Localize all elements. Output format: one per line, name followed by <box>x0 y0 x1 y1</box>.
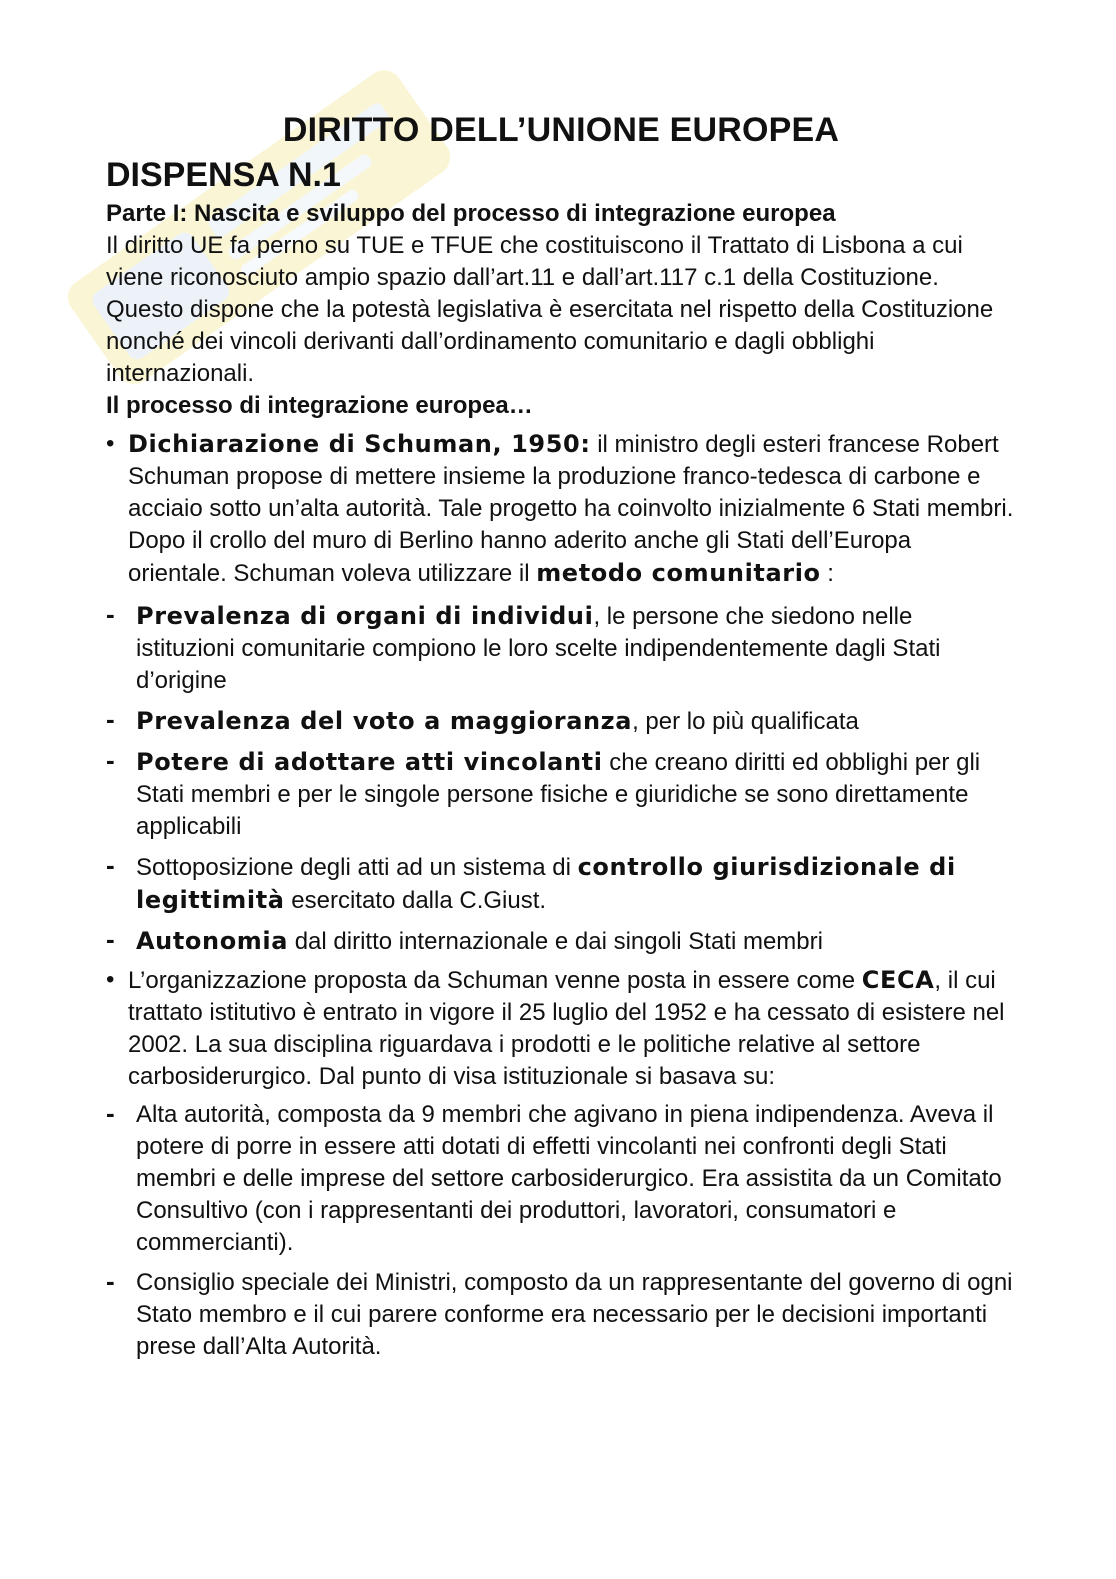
dash-symbol: - <box>106 745 115 775</box>
dash-symbol: - <box>106 1098 115 1128</box>
dash-symbol: - <box>106 704 115 734</box>
bullet-ceca <box>106 964 1016 1093</box>
ceca-pre: L’organizzazione proposta da Schuman venne posta in essere come <box>128 967 862 994</box>
method-item <box>106 746 1016 843</box>
schuman-method: metodo comunitario <box>536 559 821 587</box>
document-page <box>106 108 1016 1363</box>
document-title: DIRITTO DELL’UNIONE EUROPEA <box>282 111 840 149</box>
ceca-item <box>106 1099 1016 1259</box>
method-item-bold: controllo giurisdizionale di legittimità <box>136 853 956 914</box>
method-item-pre: Sottoposizione degli atti ad un sistema di <box>136 854 578 881</box>
method-item-text: dal diritto internazionale e dai singoli Stati membri <box>288 928 823 955</box>
schuman-text: il ministro degli esteri francese Robert Schuman propose di mettere insieme la produzione franco-tedesca di carbone e acciaio sotto un’alta autorità. Tale progetto ha coinvolto inizialmente 6 Stati membri. Dopo il crollo del muro di Berlino hanno aderito anche gli Stati dell’Europa orientale. Schuman voleva utilizzare il <box>128 431 1014 587</box>
method-item-text: esercitato dalla C.Giust. <box>284 887 547 914</box>
ceca-item <box>106 1267 1016 1363</box>
bullet-symbol: • <box>106 430 115 457</box>
ceca-item-text: Consiglio speciale dei Ministri, composto da un rappresentante del governo di ogni Stato membro e il cui parere conforme era necessario per le decisioni importanti prese dall’Alta Autorità. <box>136 1269 1013 1360</box>
ceca-item-text: Alta autorità, composta da 9 membri che agivano in piena indipendenza. Aveva il potere di porre in essere atti dotati di effetti vincolanti nei confronti degli Stati membri e delle imprese del settore carbosiderurgico. Era assistita da un Comitato Consultivo (con i rappresentanti dei produttori, lavoratori, consumatori e commercianti). <box>136 1101 1002 1256</box>
dash-symbol: - <box>106 850 115 880</box>
method-item <box>106 600 1016 697</box>
method-item <box>106 925 1016 958</box>
part-heading: Parte I: Nascita e sviluppo del processo di integrazione europea <box>106 200 836 227</box>
process-heading: Il processo di integrazione europea… <box>106 392 533 419</box>
dash-symbol: - <box>106 599 115 629</box>
method-item-bold: Prevalenza del voto a maggioranza <box>136 707 633 735</box>
ceca-text: , il cui trattato istitutivo è entrato in vigore il 25 luglio del 1952 e ha cessato di esistere nel 2002. La sua disciplina riguardava i prodotti e le politiche relative al settore carbosiderurgico. Dal punto di visa istituzionale si basava su: <box>128 967 1005 1090</box>
schuman-tail: : <box>820 560 834 587</box>
intro-paragraph: Il diritto UE fa perno su TUE e TFUE che costituiscono il Trattato di Lisbona a cui viene riconosciuto ampio spazio dall’art.11 e dall’art.117 c.1 della Costituzione. Questo dispone che la potestà legislativa è esercitata nel rispetto della Costituzione nonché dei vincoli derivanti dall’ordinamento comunitario e dagli obblighi internazionali. <box>106 232 994 387</box>
method-item <box>106 705 1016 738</box>
ceca-bold: CECA <box>861 966 935 994</box>
method-item-text: , le persone che siedono nelle istituzioni comunitarie compiono le loro scelte indipendentemente dagli Stati d’origine <box>136 603 941 694</box>
method-item-bold: Autonomia <box>136 927 289 955</box>
dash-symbol: - <box>106 924 115 954</box>
method-item-bold: Potere di adottare atti vincolanti <box>136 748 603 776</box>
dash-symbol: - <box>106 1266 115 1296</box>
method-item-text: che creano diritti ed obblighi per gli Stati membri e per le singole persone fisiche e giuridiche se sono direttamente applicabili <box>136 749 981 840</box>
method-item <box>106 851 1016 917</box>
schuman-lead: Dichiarazione di Schuman, 1950: <box>128 430 591 458</box>
document-subtitle: DISPENSA N.1 <box>106 156 341 194</box>
bullet-symbol: • <box>106 966 115 993</box>
method-item-bold: Prevalenza di organi di individui <box>136 602 594 630</box>
method-item-text: , per lo più qualificata <box>632 708 859 735</box>
bullet-schuman <box>106 428 1016 590</box>
